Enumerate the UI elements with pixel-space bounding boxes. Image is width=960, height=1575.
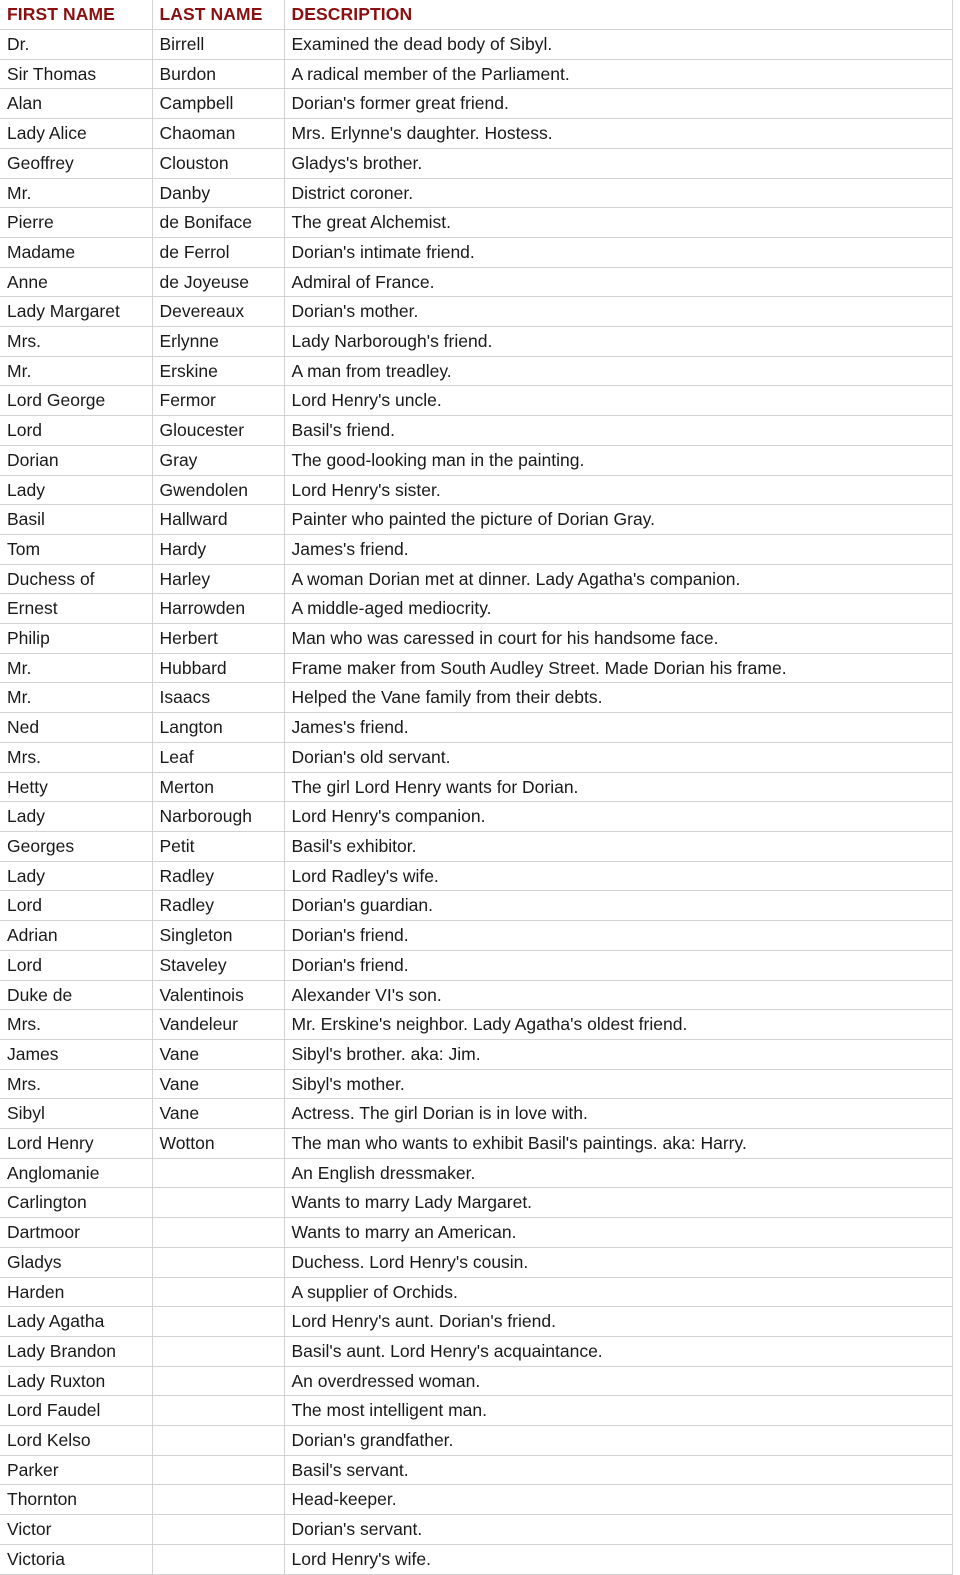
table-row	[0, 1485, 952, 1515]
cell-description: Lord Radley's wife.	[284, 861, 952, 891]
cell-last-name	[152, 1188, 284, 1218]
cell-last-name: Burdon	[152, 59, 284, 89]
cell-description: Basil's exhibitor.	[284, 831, 952, 861]
cell-description: The girl Lord Henry wants for Dorian.	[284, 772, 952, 802]
cell-description: Lord Henry's aunt. Dorian's friend.	[284, 1307, 952, 1337]
table-row	[0, 30, 952, 60]
cell-first-name: Dr.	[0, 30, 152, 60]
cell-description: Sibyl's brother. aka: Jim.	[284, 1039, 952, 1069]
cell-description: The great Alchemist.	[284, 208, 952, 238]
cell-description: Gladys's brother.	[284, 148, 952, 178]
cell-last-name: Gray	[152, 445, 284, 475]
cell-description: Lord Henry's companion.	[284, 802, 952, 832]
cell-last-name: Birrell	[152, 30, 284, 60]
cell-first-name: Mrs.	[0, 1010, 152, 1040]
cell-description: Dorian's old servant.	[284, 742, 952, 772]
cell-last-name	[152, 1158, 284, 1188]
cell-first-name: Sibyl	[0, 1099, 152, 1129]
cell-first-name: Mrs.	[0, 742, 152, 772]
table-header-row	[0, 0, 952, 30]
cell-last-name: Fermor	[152, 386, 284, 416]
cell-last-name: Valentinois	[152, 980, 284, 1010]
cell-last-name	[152, 1455, 284, 1485]
cell-last-name: Vane	[152, 1069, 284, 1099]
cell-last-name	[152, 1277, 284, 1307]
table-row	[0, 980, 952, 1010]
cell-description: Dorian's servant.	[284, 1515, 952, 1545]
cell-last-name: Gwendolen	[152, 475, 284, 505]
cell-description: Basil's friend.	[284, 416, 952, 446]
cell-description: Examined the dead body of Sibyl.	[284, 30, 952, 60]
table-row	[0, 713, 952, 743]
cell-description: Dorian's intimate friend.	[284, 237, 952, 267]
cell-description: Wants to marry an American.	[284, 1218, 952, 1248]
cell-first-name: Mrs.	[0, 327, 152, 357]
cell-last-name: Vane	[152, 1039, 284, 1069]
table-row	[0, 1277, 952, 1307]
cell-last-name: Staveley	[152, 950, 284, 980]
cell-description: Admiral of France.	[284, 267, 952, 297]
cell-description: Lord Henry's uncle.	[284, 386, 952, 416]
cell-last-name: de Joyeuse	[152, 267, 284, 297]
cell-first-name: Parker	[0, 1455, 152, 1485]
cell-description: Sibyl's mother.	[284, 1069, 952, 1099]
table-row	[0, 1069, 952, 1099]
cell-first-name: Adrian	[0, 921, 152, 951]
cell-last-name: Erlynne	[152, 327, 284, 357]
table-row	[0, 1307, 952, 1337]
cell-last-name	[152, 1247, 284, 1277]
cell-description: Man who was caressed in court for his handsome face.	[284, 624, 952, 654]
table-row	[0, 1515, 952, 1545]
table-row	[0, 742, 952, 772]
cell-first-name: Geoffrey	[0, 148, 152, 178]
cell-last-name: Wotton	[152, 1129, 284, 1159]
cell-description: A supplier of Orchids.	[284, 1277, 952, 1307]
cell-first-name: Madame	[0, 237, 152, 267]
cell-last-name: Petit	[152, 831, 284, 861]
cell-first-name: Sir Thomas	[0, 59, 152, 89]
cell-description: Dorian's grandfather.	[284, 1426, 952, 1456]
cell-description: A man from treadley.	[284, 356, 952, 386]
table-row	[0, 1426, 952, 1456]
cell-last-name	[152, 1544, 284, 1574]
cell-description: District coroner.	[284, 178, 952, 208]
cell-first-name: Lady Ruxton	[0, 1366, 152, 1396]
cell-first-name: Lady	[0, 802, 152, 832]
table-row	[0, 1247, 952, 1277]
cell-last-name: Vandeleur	[152, 1010, 284, 1040]
cell-last-name: Campbell	[152, 89, 284, 119]
table-row	[0, 386, 952, 416]
table-row	[0, 921, 952, 951]
cell-description: Mr. Erskine's neighbor. Lady Agatha's oldest friend.	[284, 1010, 952, 1040]
cell-description: Head-keeper.	[284, 1485, 952, 1515]
cell-description: Dorian's former great friend.	[284, 89, 952, 119]
cell-first-name: Lord Henry	[0, 1129, 152, 1159]
cell-description: James's friend.	[284, 713, 952, 743]
table-row	[0, 1336, 952, 1366]
table-row	[0, 1366, 952, 1396]
cell-last-name	[152, 1366, 284, 1396]
cell-last-name: Hallward	[152, 505, 284, 535]
cell-description: A radical member of the Parliament.	[284, 59, 952, 89]
cell-last-name	[152, 1336, 284, 1366]
cell-first-name: Dartmoor	[0, 1218, 152, 1248]
cell-last-name	[152, 1396, 284, 1426]
cell-last-name: Danby	[152, 178, 284, 208]
table-row	[0, 802, 952, 832]
cell-first-name: Mr.	[0, 683, 152, 713]
cell-first-name: Lady Brandon	[0, 1336, 152, 1366]
cell-description: Lady Narborough's friend.	[284, 327, 952, 357]
table-row	[0, 356, 952, 386]
table-row	[0, 1129, 952, 1159]
cell-first-name: Lord	[0, 416, 152, 446]
cell-description: Basil's aunt. Lord Henry's acquaintance.	[284, 1336, 952, 1366]
cell-description: Dorian's mother.	[284, 297, 952, 327]
cell-description: Dorian's guardian.	[284, 891, 952, 921]
table-row	[0, 148, 952, 178]
cell-description: Lord Henry's sister.	[284, 475, 952, 505]
cell-description: James's friend.	[284, 534, 952, 564]
table-header	[0, 0, 952, 30]
cell-description: Basil's servant.	[284, 1455, 952, 1485]
table-row	[0, 416, 952, 446]
cell-description: The most intelligent man.	[284, 1396, 952, 1426]
cell-last-name: de Ferrol	[152, 237, 284, 267]
cell-last-name: Herbert	[152, 624, 284, 654]
table-row	[0, 950, 952, 980]
table-row	[0, 1010, 952, 1040]
table-row	[0, 1455, 952, 1485]
cell-description: Lord Henry's wife.	[284, 1544, 952, 1574]
cell-last-name: Narborough	[152, 802, 284, 832]
table-row	[0, 683, 952, 713]
cell-first-name: Anne	[0, 267, 152, 297]
cell-description: The good-looking man in the painting.	[284, 445, 952, 475]
cell-first-name: Harden	[0, 1277, 152, 1307]
cell-first-name: Dorian	[0, 445, 152, 475]
cell-description: Helped the Vane family from their debts.	[284, 683, 952, 713]
table-row	[0, 267, 952, 297]
cell-last-name: Harrowden	[152, 594, 284, 624]
table-row	[0, 505, 952, 535]
cell-last-name	[152, 1485, 284, 1515]
table-row	[0, 1188, 952, 1218]
cell-first-name: Mr.	[0, 356, 152, 386]
cell-last-name: Vane	[152, 1099, 284, 1129]
table-row	[0, 475, 952, 505]
cell-first-name: Victor	[0, 1515, 152, 1545]
cell-description: Dorian's friend.	[284, 950, 952, 980]
cell-description: Wants to marry Lady Margaret.	[284, 1188, 952, 1218]
cell-last-name: Leaf	[152, 742, 284, 772]
cell-first-name: Ned	[0, 713, 152, 743]
cell-last-name: Merton	[152, 772, 284, 802]
cell-last-name: Hubbard	[152, 653, 284, 683]
table-row	[0, 89, 952, 119]
table-row	[0, 1158, 952, 1188]
cell-first-name: Lord George	[0, 386, 152, 416]
cell-first-name: Hetty	[0, 772, 152, 802]
cell-first-name: Lady Margaret	[0, 297, 152, 327]
table-row	[0, 1218, 952, 1248]
table-row	[0, 297, 952, 327]
cell-last-name	[152, 1515, 284, 1545]
table-row	[0, 59, 952, 89]
cell-last-name	[152, 1307, 284, 1337]
cell-first-name: Lady Alice	[0, 119, 152, 149]
table-row	[0, 1039, 952, 1069]
cell-first-name: Lady	[0, 861, 152, 891]
cell-last-name: de Boniface	[152, 208, 284, 238]
cell-description: A woman Dorian met at dinner. Lady Agatha's companion.	[284, 564, 952, 594]
column-header-last-name: LAST NAME	[152, 0, 284, 30]
table-row	[0, 564, 952, 594]
cell-description: Mrs. Erlynne's daughter. Hostess.	[284, 119, 952, 149]
cell-last-name: Langton	[152, 713, 284, 743]
cell-last-name: Devereaux	[152, 297, 284, 327]
cell-last-name: Singleton	[152, 921, 284, 951]
cell-last-name: Erskine	[152, 356, 284, 386]
cell-first-name: Alan	[0, 89, 152, 119]
cell-last-name: Radley	[152, 891, 284, 921]
cell-first-name: Duchess of	[0, 564, 152, 594]
table-row	[0, 119, 952, 149]
cell-description: An overdressed woman.	[284, 1366, 952, 1396]
table-row	[0, 327, 952, 357]
cell-first-name: Mr.	[0, 653, 152, 683]
cell-first-name: Lord Faudel	[0, 1396, 152, 1426]
cell-last-name: Harley	[152, 564, 284, 594]
cell-last-name	[152, 1426, 284, 1456]
cell-first-name: Lord	[0, 950, 152, 980]
column-header-description: DESCRIPTION	[284, 0, 952, 30]
cell-first-name: Basil	[0, 505, 152, 535]
cell-description: Dorian's friend.	[284, 921, 952, 951]
cell-first-name: James	[0, 1039, 152, 1069]
cell-first-name: Lord	[0, 891, 152, 921]
table-row	[0, 861, 952, 891]
table-body	[0, 30, 952, 1575]
cell-description: The man who wants to exhibit Basil's paintings. aka: Harry.	[284, 1129, 952, 1159]
table-row	[0, 534, 952, 564]
table-row	[0, 1099, 952, 1129]
cell-description: Alexander VI's son.	[284, 980, 952, 1010]
table-row	[0, 445, 952, 475]
cell-first-name: Carlington	[0, 1188, 152, 1218]
cell-last-name: Gloucester	[152, 416, 284, 446]
cell-first-name: Duke de	[0, 980, 152, 1010]
cell-description: A middle-aged mediocrity.	[284, 594, 952, 624]
table-row	[0, 208, 952, 238]
cell-first-name: Tom	[0, 534, 152, 564]
column-header-first-name: FIRST NAME	[0, 0, 152, 30]
cell-first-name: Anglomanie	[0, 1158, 152, 1188]
cell-last-name	[152, 1218, 284, 1248]
cell-description: Painter who painted the picture of Dorian Gray.	[284, 505, 952, 535]
cell-first-name: Victoria	[0, 1544, 152, 1574]
cell-first-name: Lady	[0, 475, 152, 505]
cell-first-name: Lady Agatha	[0, 1307, 152, 1337]
cell-first-name: Gladys	[0, 1247, 152, 1277]
cell-description: Actress. The girl Dorian is in love with.	[284, 1099, 952, 1129]
cell-last-name: Chaoman	[152, 119, 284, 149]
cell-first-name: Pierre	[0, 208, 152, 238]
cell-last-name: Hardy	[152, 534, 284, 564]
cell-description: An English dressmaker.	[284, 1158, 952, 1188]
cell-last-name: Isaacs	[152, 683, 284, 713]
table-row	[0, 1544, 952, 1574]
cell-first-name: Philip	[0, 624, 152, 654]
table-row	[0, 237, 952, 267]
table-row	[0, 1396, 952, 1426]
cell-description: Frame maker from South Audley Street. Made Dorian his frame.	[284, 653, 952, 683]
table-row	[0, 831, 952, 861]
table-row	[0, 594, 952, 624]
cell-first-name: Mr.	[0, 178, 152, 208]
cell-first-name: Thornton	[0, 1485, 152, 1515]
cell-first-name: Ernest	[0, 594, 152, 624]
table-row	[0, 178, 952, 208]
cell-first-name: Georges	[0, 831, 152, 861]
table-row	[0, 891, 952, 921]
cell-last-name: Clouston	[152, 148, 284, 178]
cell-description: Duchess. Lord Henry's cousin.	[284, 1247, 952, 1277]
cell-first-name: Mrs.	[0, 1069, 152, 1099]
cell-first-name: Lord Kelso	[0, 1426, 152, 1456]
table-row	[0, 653, 952, 683]
cell-last-name: Radley	[152, 861, 284, 891]
table-row	[0, 624, 952, 654]
table-row	[0, 772, 952, 802]
